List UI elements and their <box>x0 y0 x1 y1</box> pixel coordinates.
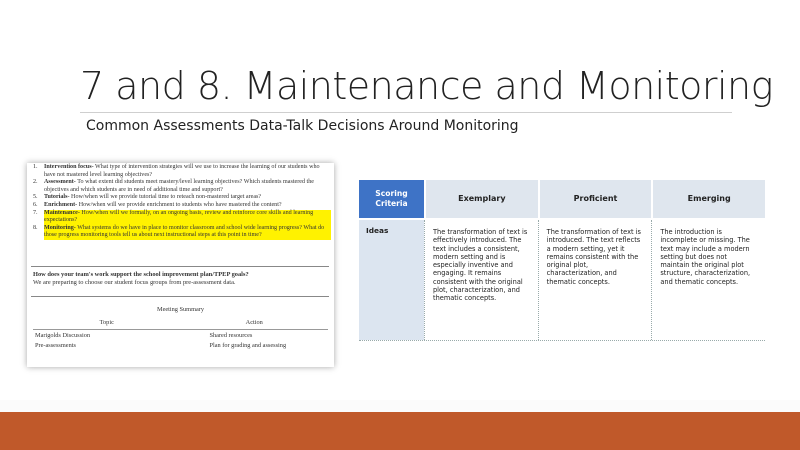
meeting-summary <box>33 306 328 350</box>
list-item <box>33 179 331 194</box>
team-answer: We are preparing to choose our student focus groups from pre-assessment data. <box>33 279 236 286</box>
slide-subtitle: Common Assessments Data-Talk Decisions Around Monitoring <box>86 118 519 134</box>
column-header-action: Action <box>245 319 263 326</box>
list-label: Enrichment- <box>44 201 78 208</box>
list-label: Tutorials- <box>44 194 70 201</box>
list-text: How/when will we provide enrichment to students who have mastered the content? <box>78 201 282 208</box>
meeting-header-row <box>33 319 328 330</box>
footer-stripe <box>0 400 800 412</box>
list-text: How/when will we provide tutorial time to reteach non-mastered target areas? <box>71 194 262 201</box>
title-divider <box>80 112 732 113</box>
document-image <box>27 163 334 367</box>
document-divider <box>31 266 329 267</box>
question-list <box>33 164 331 240</box>
rubric-column-emerging: Emerging <box>651 180 765 218</box>
meeting-summary-title: Meeting Summary <box>156 306 205 313</box>
list-label: Intervention focus- <box>44 164 94 170</box>
rubric-cell-proficient: The transformation of text is introduced. The text reflects a modern setting, yet it remains consistent with the original plot, characterization, and thematic concepts. <box>538 220 652 340</box>
rubric-row-ideas <box>359 220 765 340</box>
list-number: 8. <box>33 224 38 231</box>
list-text: What type of intervention strategies will we use to increase the learning of our students who have not mastered level learning objectives? <box>44 164 320 178</box>
scoring-rubric <box>359 180 765 340</box>
list-label: Maintenance- <box>44 209 80 216</box>
list-number: 7. <box>33 209 38 216</box>
slide-title: 7 and 8. Maintenance and Monitoring <box>80 64 773 108</box>
footer-band <box>0 412 800 450</box>
list-item-highlighted <box>33 225 331 240</box>
rubric-cell-exemplary: The transformation of text is effectively introduced. The text includes a consistent, modern setting and is especially inventive and engaging. It remains consistent with the original plot, characterization, and thematic concepts. <box>424 220 538 340</box>
list-label: Assessment- <box>44 179 76 186</box>
list-number: 6. <box>33 201 38 208</box>
document-divider <box>31 296 329 297</box>
topic-cell: Marigolds Discussion <box>35 332 91 339</box>
rubric-header-row <box>359 180 765 218</box>
column-header-topic: Topic <box>99 319 114 326</box>
topic-cell: Pre-assessments <box>35 342 76 349</box>
list-item <box>33 202 331 210</box>
table-row <box>33 332 328 340</box>
rubric-bottom-border <box>359 340 765 342</box>
table-row <box>33 342 328 350</box>
list-number: 2. <box>33 179 38 186</box>
action-cell: Shared resources <box>209 332 253 339</box>
list-number: 5. <box>33 194 38 201</box>
list-item <box>33 194 331 202</box>
list-item <box>33 164 331 179</box>
list-text: How/when will we formally, on an ongoing basis, review and reinforce core skills and learning expectations? <box>44 209 314 224</box>
list-number: 1. <box>33 164 38 170</box>
rubric-cell-emerging: The introduction is incomplete or missing. The text may include a modern setting but does not maintain the original plot structure, characterization, and thematic concepts. <box>651 220 765 340</box>
team-question-block <box>33 271 331 287</box>
rubric-column-exemplary: Exemplary <box>424 180 538 218</box>
list-label: Monitoring- <box>44 224 76 231</box>
rubric-column-proficient: Proficient <box>538 180 652 218</box>
list-text: To what extent did students meet mastery/level learning objectives? Which students mastered the objectives and which students are in need of additional time and support? <box>44 179 314 193</box>
team-question: How does your team's work support the school improvement plan/TPEP goals? <box>33 271 249 278</box>
rubric-criteria-header: Scoring Criteria <box>359 180 424 218</box>
rubric-row-label: Ideas <box>359 220 424 340</box>
action-cell: Plan for grading and assessing <box>209 342 287 349</box>
list-text: What systems do we have in place to monitor classroom and school wide learning progress? What do those progress monitoring tools tell us about next instructional steps at this point in time? <box>44 224 325 239</box>
list-item-highlighted <box>33 210 331 225</box>
